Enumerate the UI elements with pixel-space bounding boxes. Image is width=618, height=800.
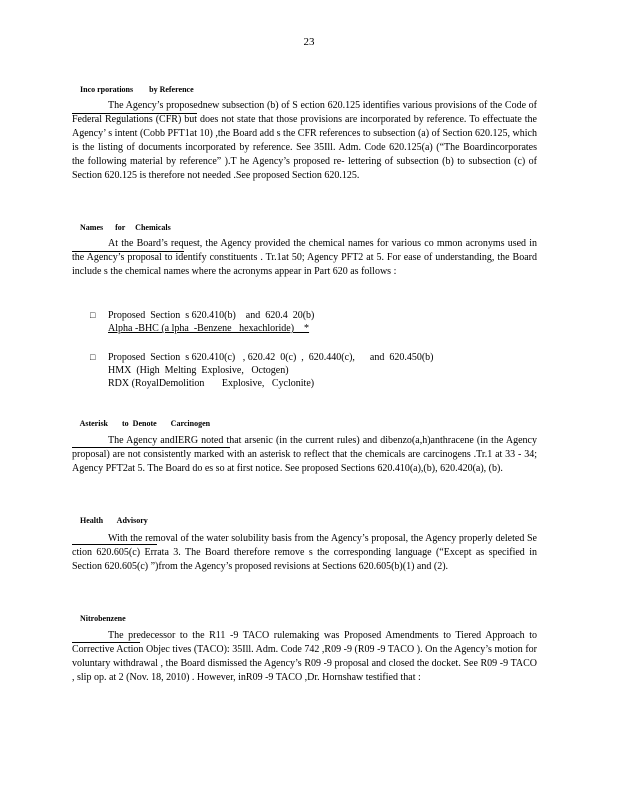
paragraph-nitrobenzene: The predecessor to the R11 -9 TACO rulemaking was Proposed Amendments to Tiered Approach to Corrective Action Objec tives (TACO): 35Ill. Adm. Code 742 ,R09 -9 (R09 -9 TACO ). On the Agency’s motion for voluntary withdrawal , the Board dismissed the Agency’s R09 -9 proposal and closed the docket. See R09 -9 TACO , slip op. at 2 (Nov. 18, 2010) . However, inR09 -9 TACO ,Dr. Hornshaw testified that :	[72, 630, 537, 683]
bullet-line: Proposed Section s 620.410(b) and 620.4 20(b)	[108, 310, 315, 321]
bullet-item	[90, 309, 530, 335]
heading-asterisk-carcinogen: Asterisk to Denote Carcinogen	[72, 410, 210, 446]
checkbox-icon: □	[90, 310, 96, 320]
paragraph-names-for-chemicals: At the Board’s request, the Agency provided the chemical names for various co mmon acronyms used in the Agency’s proposal to identify constituents . Tr.1at 50; Agency PFT2 at 5. For ease of understanding, the Board include s the chemical names where the acronyms appear in Part 620 as follows :	[72, 238, 537, 277]
heading-incorporations-by-reference: Inco rporations by Reference	[72, 76, 194, 112]
checkbox-icon: □	[90, 352, 96, 362]
page-number: 23	[303, 36, 315, 48]
bullet-line: Proposed Section s 620.410(c) , 620.42 0(c) , 620.440(c), and 620.450(b)	[108, 352, 434, 363]
heading-names-for-chemicals: Names for Chemicals	[72, 214, 171, 250]
bullet-line: Alpha -BHC (a lpha -Benzene hexachloride) *	[108, 323, 310, 334]
bullet-item	[90, 351, 530, 390]
paragraph-incorporations: The Agency’s proposednew subsection (b) of S ection 620.125 identifies various provisions of the Code of Federal Regulations (CFR) but does not state that those provisions are incorporated by reference. To effectuate the Agency’ s intent (Cobb PFT1at 10) ,the Board add s the CFR references to subsection (a) of Section 620.125, which is the listing of documents incorporated by reference. See 35Ill. Adm. Code 620.125(a) (“The Boardincorporates the following material by reference” ).T he Agency’s proposed re- lettering of subsection (b) to subsection (c) of Section 620.125 is therefore not needed .See proposed Section 620.125.	[72, 100, 537, 181]
bullet-line: RDX (RoyalDemolition Explosive, Cyclonite)	[108, 378, 315, 389]
paragraph-health-advisory: With the removal of the water solubility basis from the Agency’s proposal, the Agency properly deleted Se ction 620.605(c) Errata 3. The Board therefore remove s the corresponding language (“Except as specified in Section 620.605(c) ”)from the Agency’s proposed revisions at Sections 620.605(b)(1) and (2).	[72, 533, 537, 572]
bullet-line: HMX (High Melting Explosive, Octogen)	[108, 365, 289, 376]
paragraph-asterisk-carcinogen: The Agency andIERG noted that arsenic (in the current rules) and dibenzo(a,h)anthracene (in the Agency proposal) are not consistently marked with an asterisk to reflect that the chemicals are carcinogens .Tr.1 at 33 - 34; Agency PFT2at 5. The Board do es so at first notice. See proposed Sections 620.410(a),(b), 620.420(a), (b).	[72, 435, 537, 474]
heading-health-advisory: Health Advisory	[72, 507, 148, 543]
heading-nitrobenzene: Nitrobenzene	[72, 605, 126, 641]
